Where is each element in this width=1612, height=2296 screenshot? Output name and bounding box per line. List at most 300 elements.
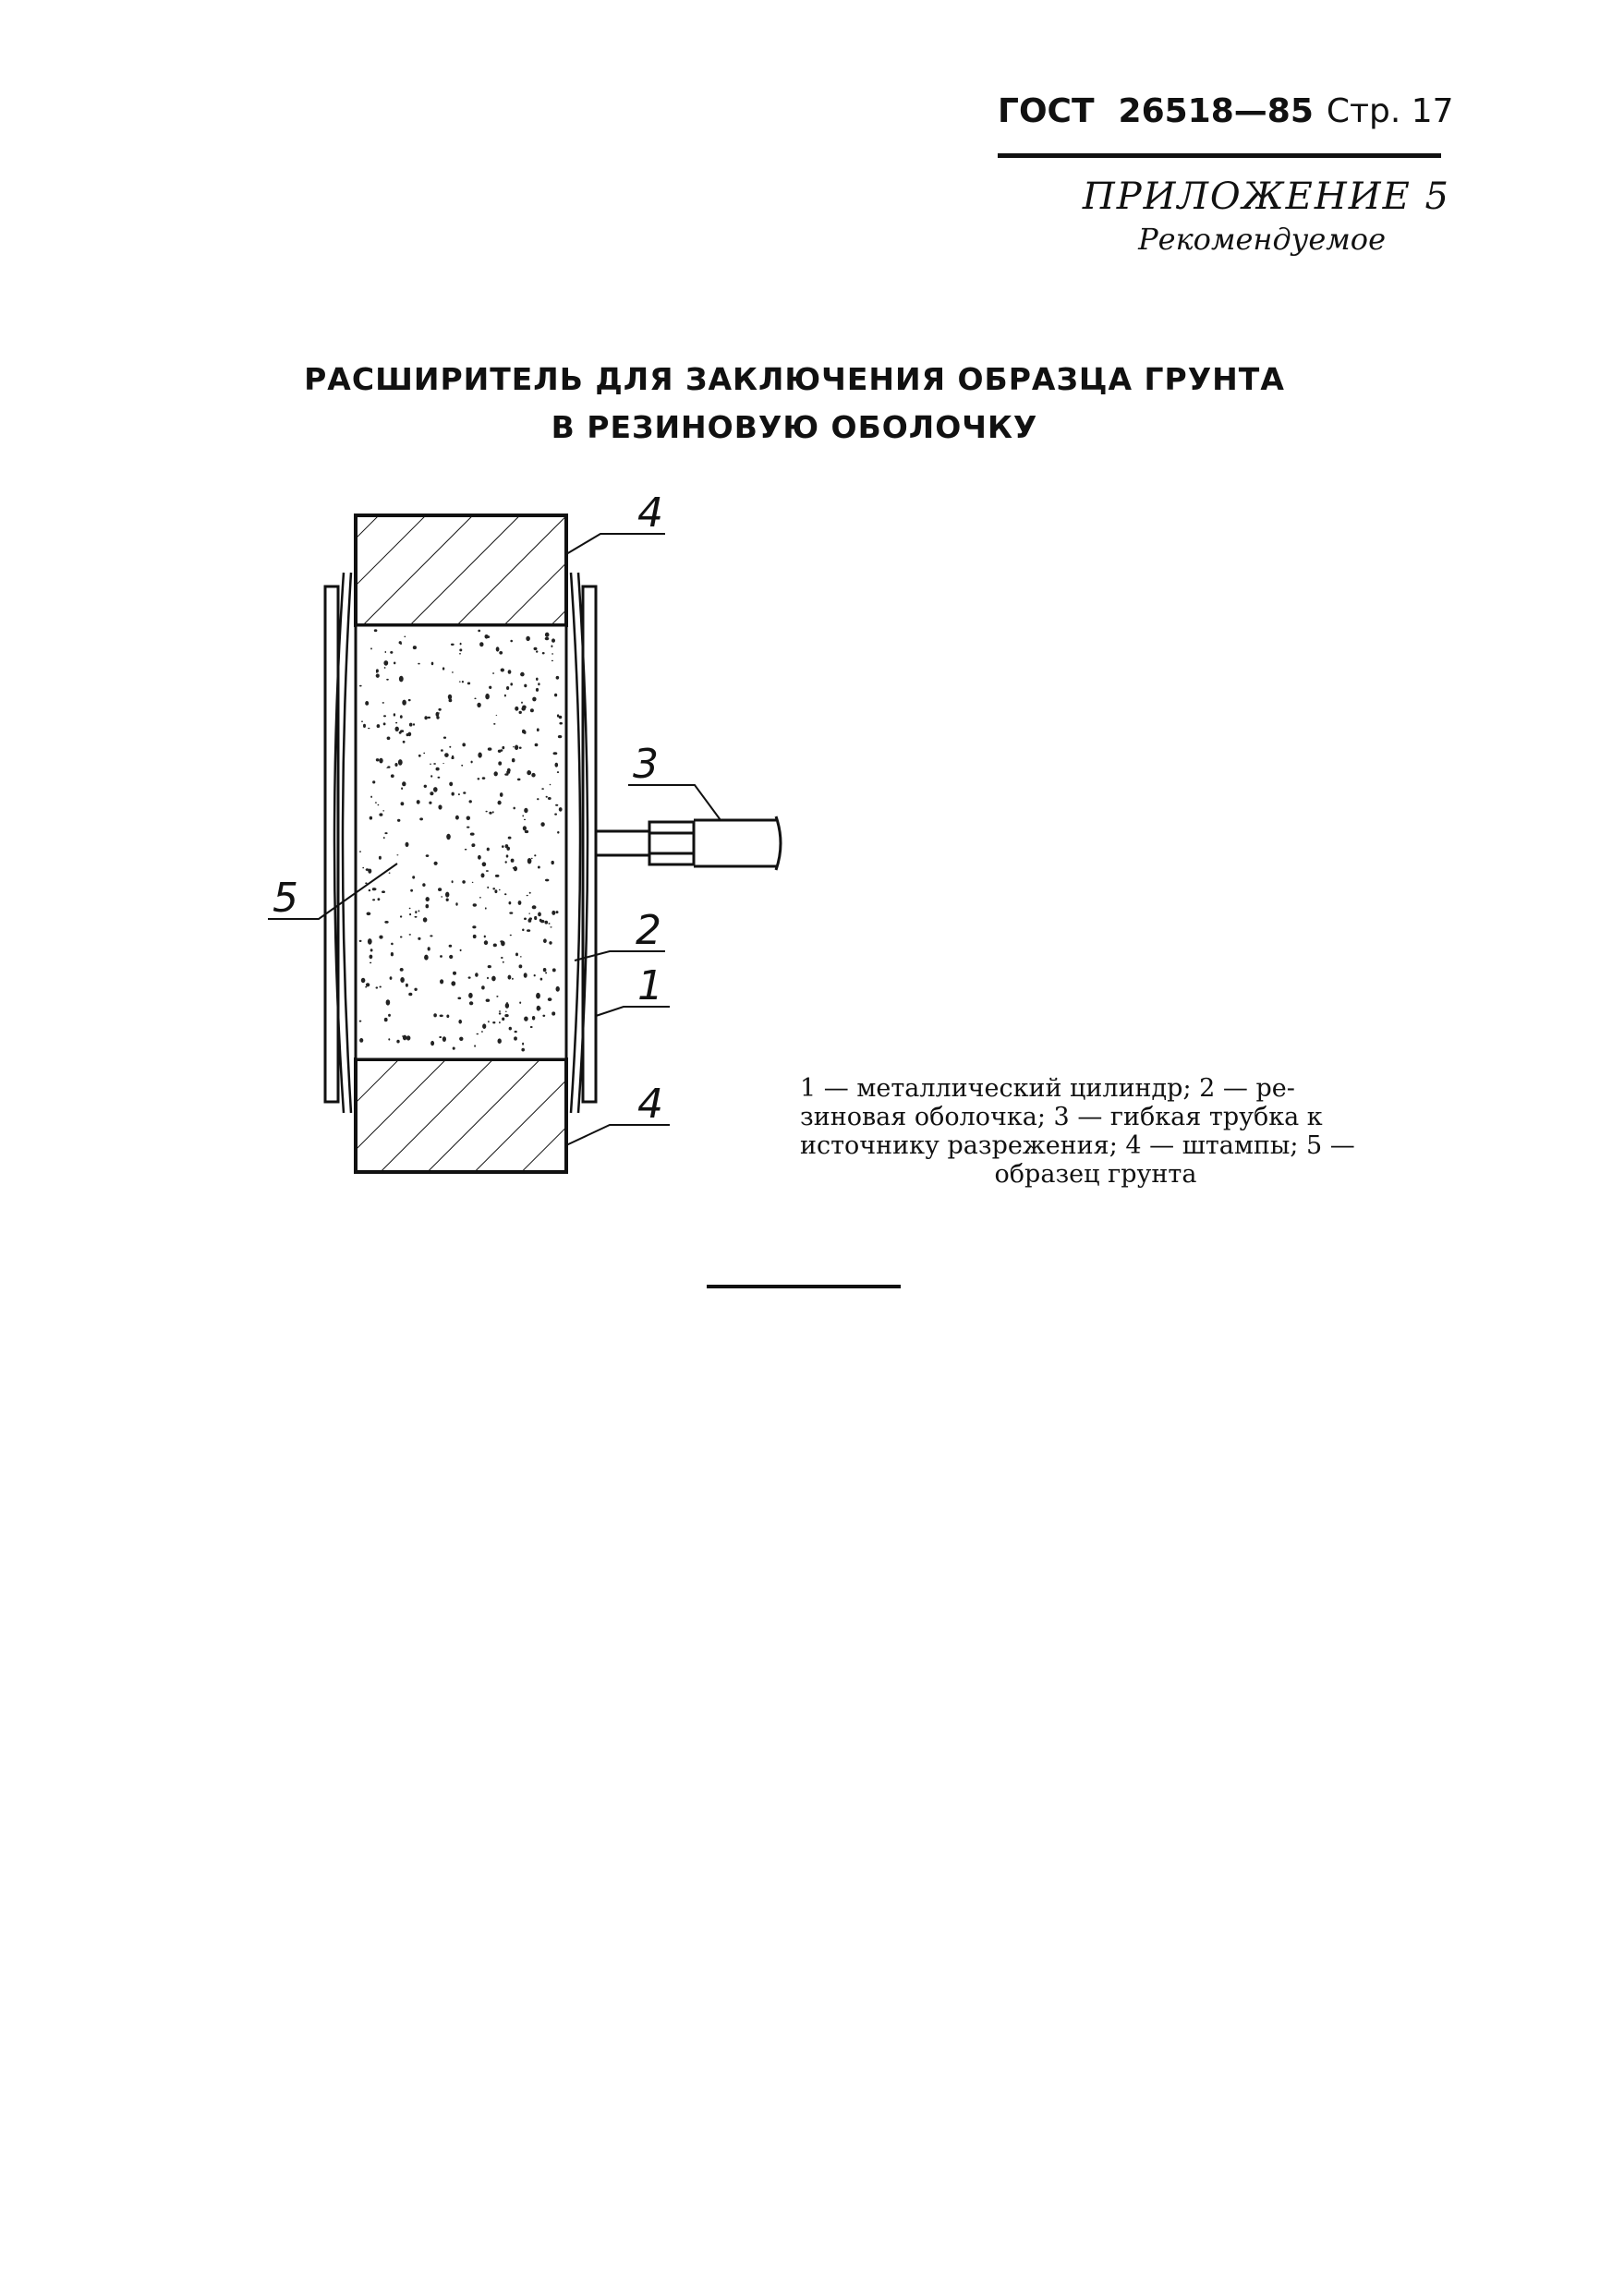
soil-speck — [368, 938, 372, 945]
soil-speck — [502, 746, 504, 749]
soil-speck — [378, 804, 380, 806]
soil-speck — [486, 999, 491, 1002]
soil-speck — [359, 1038, 363, 1043]
soil-speck — [451, 644, 455, 646]
soil-speck — [401, 802, 405, 805]
soil-speck — [438, 888, 442, 891]
soil-speck — [462, 743, 466, 746]
soil-speck — [467, 827, 469, 828]
soil-speck — [473, 935, 477, 938]
soil-sample — [356, 625, 566, 1059]
soil-speck — [459, 648, 462, 651]
soil-speck — [396, 1040, 399, 1044]
soil-speck — [552, 968, 556, 972]
soil-speck — [462, 681, 464, 683]
soil-speck — [531, 858, 533, 859]
soil-speck — [482, 777, 486, 779]
soil-speck — [374, 888, 376, 890]
soil-speck — [527, 770, 531, 775]
soil-speck — [519, 747, 522, 749]
soil-speck — [402, 700, 406, 706]
soil-speck — [539, 1008, 541, 1009]
soil-speck — [494, 771, 498, 776]
soil-speck — [487, 977, 489, 979]
soil-speck — [428, 717, 431, 719]
soil-speck — [506, 686, 509, 690]
soil-speck — [441, 749, 443, 752]
soil-speck — [471, 843, 475, 847]
soil-speck — [376, 986, 379, 988]
soil-speck — [487, 635, 490, 638]
soil-speck — [557, 714, 559, 717]
soil-speck — [543, 938, 547, 943]
soil-speck — [512, 758, 515, 762]
soil-speck — [501, 669, 504, 672]
soil-speck — [545, 972, 547, 973]
soil-speck — [408, 993, 412, 997]
soil-speck — [468, 976, 471, 978]
soil-speck — [539, 919, 542, 922]
soil-speck — [397, 819, 400, 822]
soil-speck — [488, 1021, 490, 1022]
soil-speck — [478, 630, 480, 633]
soil-speck — [530, 1026, 533, 1028]
soil-speck — [472, 882, 474, 883]
soil-speck — [451, 981, 455, 985]
soil-speck — [521, 702, 523, 704]
soil-speck — [499, 1010, 501, 1012]
soil-speck — [442, 763, 444, 764]
soil-speck — [440, 979, 443, 984]
legend-line-3: источнику разрежения; 4 — штампы; 5 — — [800, 1131, 1355, 1160]
soil-speck — [559, 722, 563, 725]
soil-speck — [359, 685, 362, 687]
soil-speck — [557, 771, 559, 773]
soil-speck — [401, 787, 403, 790]
soil-speck — [399, 731, 402, 734]
soil-speck — [452, 792, 455, 796]
soil-speck — [434, 862, 438, 865]
callout-stamp-bottom: 4 — [637, 1081, 663, 1128]
soil-speck — [409, 934, 411, 936]
soil-speck — [537, 728, 539, 731]
soil-speck — [515, 707, 518, 711]
soil-speck — [471, 761, 473, 764]
soil-speck — [430, 792, 433, 795]
soil-speck — [524, 1017, 528, 1021]
soil-speck — [506, 854, 509, 857]
soil-speck — [485, 694, 490, 699]
soil-speck — [375, 802, 377, 803]
soil-speck — [540, 822, 544, 827]
soil-speck — [387, 737, 391, 741]
soil-speck — [549, 923, 551, 924]
soil-speck — [426, 854, 430, 857]
soil-speck — [409, 913, 411, 915]
soil-speck — [486, 811, 488, 813]
soil-speck — [478, 753, 481, 758]
soil-speck — [446, 899, 449, 901]
soil-speck — [521, 707, 526, 710]
soil-speck — [530, 708, 534, 712]
soil-speck — [382, 702, 384, 704]
soil-speck — [396, 854, 398, 855]
soil-speck — [453, 1047, 455, 1050]
soil-speck — [487, 848, 490, 852]
soil-speck — [557, 831, 559, 834]
soil-speck — [521, 1048, 525, 1052]
soil-speck — [379, 758, 382, 764]
soil-speck — [367, 912, 371, 916]
soil-speck — [439, 1036, 442, 1038]
soil-speck — [500, 940, 503, 942]
soil-speck — [554, 694, 557, 697]
soil-speck — [474, 698, 476, 700]
soil-speck — [534, 974, 536, 976]
soil-speck — [409, 908, 411, 909]
soil-speck — [379, 813, 382, 816]
soil-speck — [395, 722, 397, 724]
soil-speck — [551, 911, 555, 915]
soil-speck — [514, 866, 517, 871]
soil-speck — [469, 800, 472, 803]
title-line-2: В РЕЗИНОВУЮ ОБОЛОЧКУ — [551, 409, 1038, 445]
soil-speck — [369, 889, 370, 891]
soil-speck — [384, 1018, 388, 1021]
soil-speck — [529, 892, 531, 894]
soil-speck — [428, 947, 430, 950]
callout-stamp-top: 4 — [637, 489, 663, 537]
soil-speck — [524, 684, 527, 688]
soil-speck — [513, 746, 515, 747]
soil-speck — [460, 949, 462, 951]
soil-speck — [433, 787, 438, 792]
soil-speck — [376, 674, 380, 678]
soil-speck — [424, 785, 427, 788]
soil-speck — [522, 815, 524, 816]
soil-speck — [534, 854, 536, 856]
soil-speck — [551, 861, 554, 864]
soil-speck — [406, 733, 409, 736]
soil-speck — [382, 890, 385, 893]
soil-speck — [478, 855, 481, 860]
soil-speck — [430, 1041, 434, 1045]
soil-speck — [524, 973, 527, 978]
soil-speck — [430, 775, 432, 777]
soil-speck — [459, 1037, 463, 1041]
soil-speck — [500, 792, 503, 797]
soil-speck — [386, 999, 391, 1005]
soil-speck — [370, 796, 372, 798]
soil-speck — [556, 911, 559, 913]
soil-speck — [543, 968, 547, 972]
soil-speck — [542, 1015, 545, 1017]
soil-speck — [363, 724, 366, 728]
soil-speck — [512, 978, 514, 980]
soil-speck — [469, 1001, 473, 1005]
soil-speck — [449, 782, 453, 787]
soil-speck — [459, 653, 461, 655]
soil-speck — [492, 811, 494, 813]
page-number: Стр. 17 — [1326, 92, 1454, 130]
soil-speck — [504, 773, 508, 776]
soil-speck — [431, 662, 434, 666]
soil-speck — [388, 1038, 390, 1040]
soil-speck — [517, 779, 521, 781]
soil-speck — [496, 996, 498, 997]
soil-speck — [458, 793, 460, 795]
soil-speck — [383, 660, 388, 666]
soil-speck — [443, 737, 446, 739]
soil-speck — [376, 669, 379, 672]
soil-speck — [444, 753, 449, 757]
soil-speck — [510, 640, 513, 643]
leader-tube — [628, 785, 721, 820]
soil-speck — [370, 949, 373, 951]
soil-speck — [418, 755, 421, 757]
soil-speck — [415, 911, 417, 913]
legend-line-1: 1 — металлический цилиндр; 2 — ре- — [800, 1074, 1295, 1103]
soil-speck — [549, 941, 551, 945]
soil-speck — [485, 907, 487, 909]
soil-speck — [448, 695, 452, 700]
soil-speck — [504, 893, 506, 895]
soil-speck — [524, 918, 527, 921]
soil-speck — [550, 926, 551, 927]
soil-speck — [509, 912, 513, 913]
soil-speck — [402, 781, 406, 786]
soil-speck — [438, 804, 442, 809]
soil-speck — [406, 1035, 411, 1040]
soil-speck — [479, 897, 481, 899]
soil-speck — [526, 636, 530, 641]
soil-speck — [394, 662, 395, 665]
soil-speck — [400, 977, 405, 983]
legend-line-4: образец грунта — [994, 1160, 1197, 1189]
soil-speck — [442, 667, 444, 670]
figure-legend — [800, 1074, 1391, 1189]
soil-speck — [496, 715, 498, 716]
soil-speck — [441, 896, 442, 897]
soil-speck — [493, 944, 497, 948]
soil-speck — [538, 866, 539, 868]
soil-speck — [385, 651, 387, 653]
soil-speck — [555, 804, 558, 806]
soil-speck — [488, 965, 491, 968]
soil-speck — [419, 817, 423, 820]
soil-speck — [436, 712, 440, 717]
soil-speck — [408, 699, 411, 701]
soil-speck — [531, 773, 535, 778]
soil-speck — [479, 642, 483, 647]
soil-speck — [391, 943, 394, 946]
soil-speck — [558, 735, 562, 738]
title-line-1: РАСШИРИТЕЛЬ ДЛЯ ЗАКЛЮЧЕНИЯ ОБРАЗЦА ГРУНТА — [304, 361, 1285, 397]
soil-speck — [370, 816, 372, 820]
soil-speck — [473, 903, 477, 906]
soil-speck — [481, 985, 485, 989]
soil-speck — [548, 797, 551, 800]
soil-speck — [509, 1027, 512, 1031]
soil-speck — [545, 879, 549, 882]
soil-speck — [499, 1012, 502, 1014]
soil-speck — [508, 975, 512, 980]
callout-tube: 3 — [633, 741, 659, 788]
soil-speck — [551, 660, 553, 661]
soil-speck — [406, 842, 409, 847]
soil-speck — [522, 929, 524, 932]
soil-speck — [477, 1033, 479, 1035]
soil-speck — [545, 921, 549, 924]
appendix-status: Рекомендуемое — [1138, 222, 1386, 257]
soil-speck — [532, 697, 536, 702]
soil-speck — [489, 812, 491, 815]
soil-speck — [430, 764, 431, 766]
soil-speck — [460, 643, 462, 646]
soil-speck — [406, 984, 408, 987]
soil-speck — [445, 892, 449, 898]
soil-speck — [477, 703, 480, 707]
soil-speck — [518, 900, 522, 905]
soil-speck — [555, 763, 559, 767]
soil-speck — [501, 957, 503, 959]
soil-speck — [510, 683, 513, 685]
soil-speck — [442, 1036, 446, 1042]
soil-speck — [400, 715, 403, 719]
leader-stamp-bottom — [566, 1125, 670, 1145]
soil-speck — [395, 727, 399, 731]
soil-speck — [410, 889, 413, 892]
soil-speck — [493, 723, 495, 725]
soil-speck — [504, 1014, 508, 1017]
soil-speck — [545, 633, 550, 637]
soil-speck — [527, 929, 530, 932]
soil-speck — [470, 833, 475, 836]
soil-speck — [404, 636, 406, 638]
soil-speck — [388, 1014, 391, 1017]
soil-speck — [515, 745, 518, 751]
soil-speck — [400, 643, 402, 645]
soil-speck — [525, 830, 528, 833]
soil-speck — [467, 683, 470, 685]
soil-speck — [508, 837, 512, 840]
soil-speck — [548, 997, 552, 1001]
soil-speck — [505, 861, 507, 863]
soil-speck — [541, 788, 544, 790]
soil-speck — [519, 711, 522, 714]
soil-speck — [390, 651, 393, 654]
soil-speck — [424, 955, 429, 961]
soil-speck — [520, 956, 522, 957]
soil-speck — [400, 968, 404, 972]
soil-speck — [455, 816, 459, 820]
soil-speck — [551, 645, 552, 647]
soil-speck — [451, 756, 454, 759]
soil-speck — [440, 955, 442, 958]
soil-speck — [399, 676, 404, 683]
soil-speck — [528, 913, 530, 914]
soil-speck — [394, 713, 395, 716]
soil-speck — [536, 688, 539, 692]
soil-speck — [370, 647, 372, 649]
soil-speck — [514, 1036, 517, 1040]
soil-speck — [365, 986, 367, 988]
soil-speck — [556, 676, 560, 680]
soil-speck — [379, 936, 382, 939]
soil-speck — [453, 972, 456, 975]
soil-speck — [446, 834, 451, 840]
soil-speck — [524, 808, 527, 813]
soil-speck — [507, 768, 511, 773]
soil-speck — [484, 936, 486, 938]
soil-speck — [484, 940, 488, 945]
soil-speck — [368, 728, 370, 729]
soil-speck — [534, 916, 537, 920]
soil-speck — [499, 651, 503, 655]
soil-speck — [455, 902, 457, 905]
soil-speck — [486, 870, 489, 872]
soil-speck — [417, 800, 420, 804]
soil-speck — [502, 845, 504, 848]
soil-speck — [461, 765, 463, 767]
soil-speck — [449, 955, 453, 959]
callout-shell: 2 — [636, 907, 661, 954]
soil-speck — [509, 901, 512, 904]
soil-speck — [384, 832, 387, 834]
soil-speck — [394, 763, 397, 767]
soil-speck — [528, 919, 532, 923]
soil-speck — [537, 798, 539, 800]
soil-speck — [498, 1038, 502, 1044]
soil-speck — [459, 682, 461, 683]
soil-speck — [377, 724, 381, 728]
top-stamp — [356, 515, 566, 625]
soil-speck — [527, 858, 532, 864]
soil-speck — [359, 1021, 362, 1022]
soil-speck — [384, 921, 388, 924]
soil-speck — [551, 653, 553, 654]
soil-speck — [487, 887, 489, 888]
soil-speck — [556, 987, 558, 990]
soil-speck — [413, 723, 415, 725]
soil-speck — [495, 875, 500, 877]
soil-speck — [403, 1035, 406, 1041]
soil-speck — [467, 816, 470, 821]
soil-speck — [505, 1011, 507, 1012]
soil-speck — [423, 753, 425, 755]
soil-speck — [542, 652, 545, 654]
soil-speck — [536, 650, 538, 652]
soil-speck — [499, 889, 501, 890]
soil-speck — [465, 849, 467, 851]
soil-speck — [551, 638, 555, 642]
soil-speck — [538, 912, 541, 917]
soil-speck — [391, 774, 394, 778]
soil-speck — [359, 851, 361, 852]
soil-speck — [505, 1003, 509, 1009]
soil-speck — [463, 792, 466, 794]
soil-speck — [379, 856, 382, 860]
soil-speck — [409, 723, 413, 727]
soil-speck — [418, 663, 420, 665]
soil-speck — [423, 917, 428, 922]
soil-speck — [383, 722, 386, 725]
soil-speck — [524, 819, 526, 820]
soil-speck — [481, 1031, 483, 1033]
soil-speck — [505, 844, 509, 848]
soil-speck — [415, 916, 418, 918]
standard-number: 26518—85 — [1118, 92, 1314, 130]
